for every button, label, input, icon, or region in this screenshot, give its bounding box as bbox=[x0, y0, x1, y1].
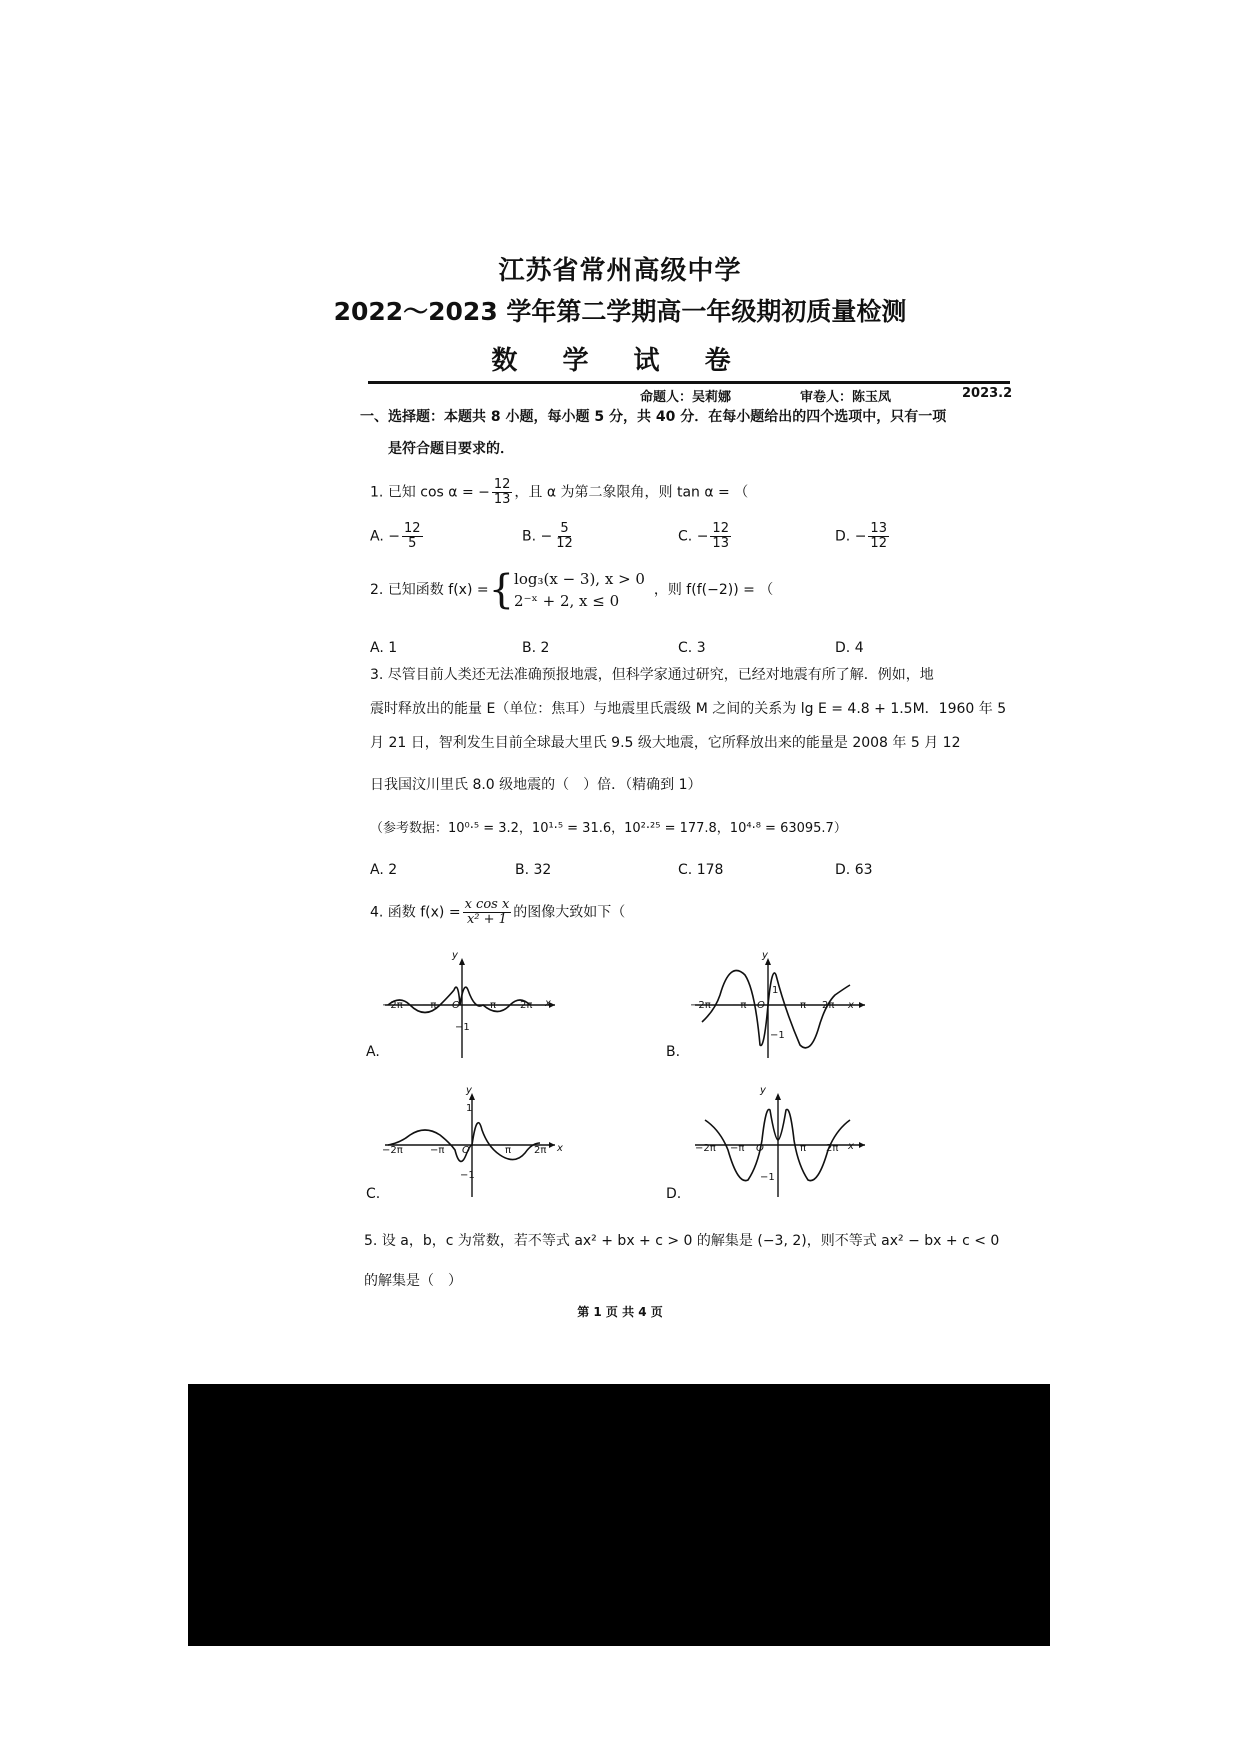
q3-option-a[interactable]: A. 2 bbox=[370, 862, 398, 878]
q3-option-d[interactable]: D. 63 bbox=[835, 862, 873, 878]
piecewise-cases: log₃(x − 3), x > 0 2⁻ˣ + 2, x ≤ 0 bbox=[514, 570, 645, 610]
q1-option-b[interactable]: B. − $\frac{5}{12}$ bbox=[522, 521, 573, 551]
question-3-line-3: 月 21 日，智利发生目前全球最大里氏 9.5 级大地震，它所释放出来的能量是 2008 年 5 月 12 bbox=[370, 735, 961, 751]
question-3-line-1: 3. 尽管目前人类还无法准确预报地震，但科学家通过研究，已经对地震有所了解．例如，地 bbox=[370, 667, 934, 683]
question-2-stem bbox=[370, 568, 773, 612]
question-1-stem bbox=[370, 478, 748, 507]
question-3-reference: （参考数据：10⁰·⁵ = 3.2，10¹·⁵ = 31.6，10²·²⁵ = 177.8，10⁴·⁸ = 63095.7） bbox=[370, 821, 847, 836]
graph-c-label: C. bbox=[366, 1186, 381, 1202]
q2-option-d[interactable]: D. 4 bbox=[835, 640, 864, 656]
section-heading: 一、选择题：本题共 8 小题，每小题 5 分，共 40 分．在每小题给出的四个选项中，只有一项 bbox=[360, 409, 947, 425]
stem-text: 已知 cos α = − bbox=[387, 484, 490, 501]
question-3-line-4: 日我国汶川里氏 8.0 级地震的（ ）倍．（精确到 1） bbox=[370, 777, 702, 793]
page-number: 第 1 页 共 4 页 bbox=[577, 1305, 663, 1319]
author-label: 命题人：吴莉娜 bbox=[640, 390, 732, 405]
subject-title: 数 学 试 卷 bbox=[491, 346, 749, 376]
q3-option-c[interactable]: C. 178 bbox=[678, 862, 724, 878]
reviewer-label: 审卷人：陈玉凤 bbox=[800, 390, 892, 405]
exam-date: 2023.2 bbox=[962, 386, 1013, 401]
question-5-line-2: 的解集是（ ） bbox=[364, 1273, 462, 1289]
question-number: 2. bbox=[370, 582, 384, 598]
q1-option-c[interactable]: C. − $\frac{12}{13}$ bbox=[678, 521, 729, 551]
stem-text: 4. 函数 f(x) = bbox=[370, 904, 461, 921]
stem-text: 已知函数 f(x) = bbox=[387, 582, 489, 598]
header-rule bbox=[368, 381, 1010, 384]
question-number: 1. bbox=[370, 484, 384, 501]
fraction: $\frac{\text{x cos x}}{\text{x² + 1}}$ bbox=[464, 897, 510, 927]
question-3-line-2: 震时释放出的能量 E（单位：焦耳）与地震里氏震级 M 之间的关系为 lg E = 4.8 + 1.5M．1960 年 5 bbox=[370, 701, 1007, 717]
graph-b-label: B. bbox=[666, 1044, 681, 1060]
exam-title: 2022～2023 学年第二学期高一年级期初质量检测 bbox=[333, 297, 907, 326]
q2-option-a[interactable]: A. 1 bbox=[370, 640, 398, 656]
q1-option-d[interactable]: D. − $\frac{13}{12}$ bbox=[835, 521, 887, 551]
school-title: 江苏省常州高级中学 bbox=[498, 256, 742, 286]
stem-text: ，则 f(f(−2)) = （ bbox=[653, 582, 774, 598]
graph-option-d[interactable] bbox=[690, 1085, 870, 1200]
graph-a-label: A. bbox=[366, 1044, 380, 1060]
graph-option-a[interactable] bbox=[380, 950, 560, 1060]
stem-text: 的图像大致如下（ bbox=[513, 904, 626, 921]
section-heading-cont: 是符合题目要求的． bbox=[388, 441, 514, 457]
q1-option-a[interactable]: A. − $\frac{12}{5}$ bbox=[370, 521, 421, 551]
q3-option-b[interactable]: B. 32 bbox=[515, 862, 552, 878]
question-4-stem bbox=[370, 898, 625, 927]
redaction-block bbox=[188, 1384, 1050, 1646]
stem-text: ，且 α 为第二象限角，则 tan α = （ bbox=[514, 484, 749, 501]
brace: { bbox=[488, 567, 515, 613]
graph-d-label: D. bbox=[666, 1186, 682, 1202]
fraction: $\frac{12}{13}$ bbox=[493, 477, 511, 507]
question-5-line-1: 5. 设 a，b，c 为常数，若不等式 ax² + bx + c > 0 的解集是 (−3, 2)，则不等式 ax² − bx + c < 0 bbox=[364, 1233, 1000, 1249]
q2-option-c[interactable]: C. 3 bbox=[678, 640, 706, 656]
q2-option-b[interactable]: B. 2 bbox=[522, 640, 550, 656]
graph-option-b[interactable] bbox=[690, 950, 870, 1060]
